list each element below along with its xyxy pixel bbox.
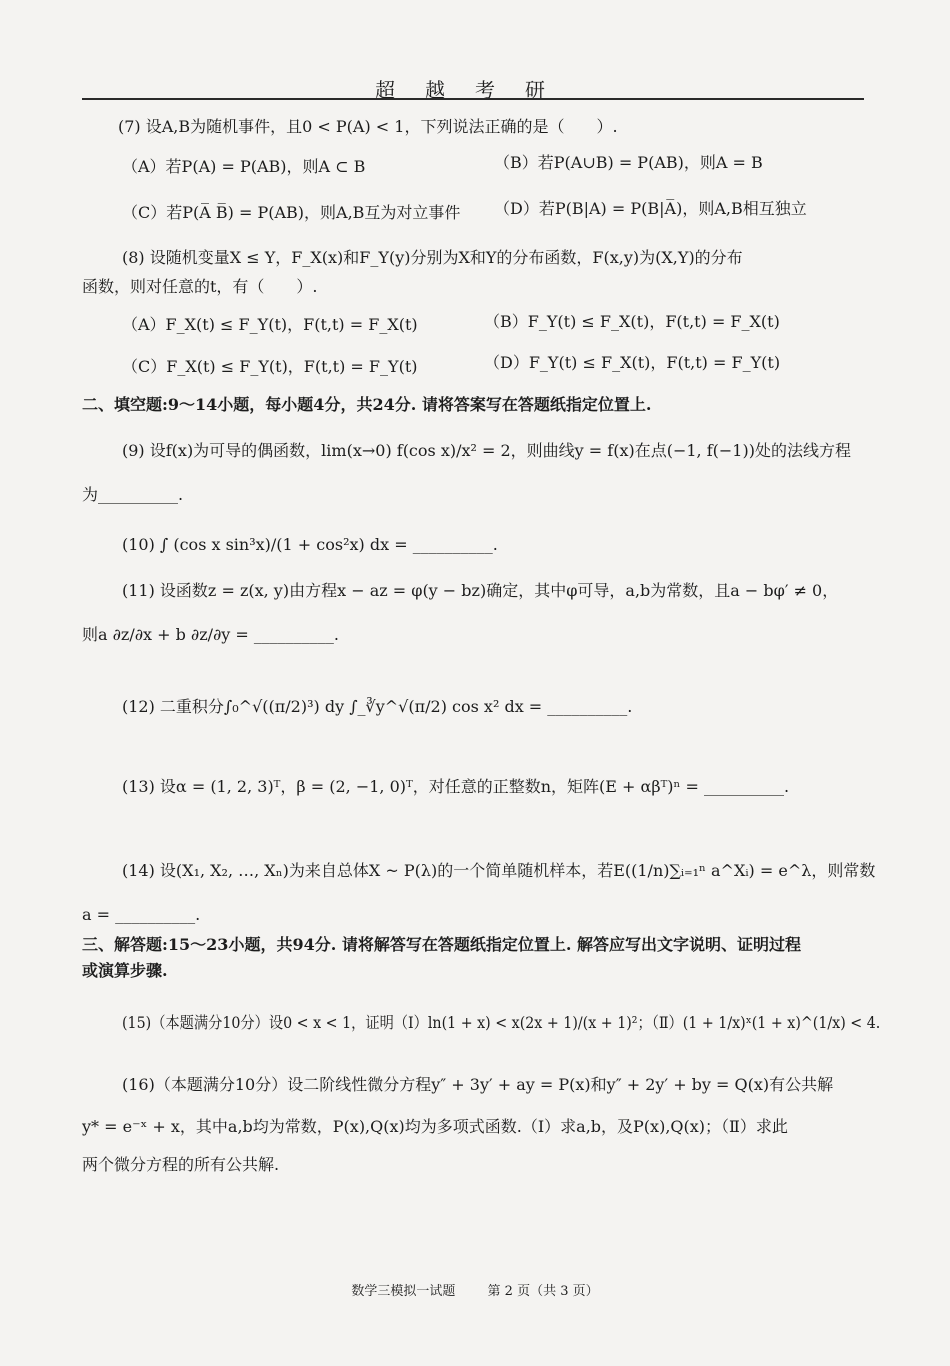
page-footer	[0, 1280, 950, 1299]
question-8-option-b: （B）F_Y(t) ≤ F_X(t)，F(t,t) = F_X(t)	[484, 312, 780, 331]
question-11-line2: 则a ∂z/∂x + b ∂z/∂y = __________.	[82, 625, 339, 644]
footer-subject: 数学三模拟一试题	[351, 1284, 456, 1299]
question-8-option-d: （D）F_Y(t) ≤ F_X(t)，F(t,t) = F_Y(t)	[484, 353, 781, 372]
question-13: (13) 设α = (1, 2, 3)ᵀ，β = (2, −1, 0)ᵀ，对任意的正整数n，矩阵(E + αβᵀ)ⁿ = __________.	[122, 777, 790, 796]
question-9-line1: (9) 设f(x)为可导的偶函数，lim(x→0) f(cos x)/x² = 2，则曲线y = f(x)在点(−1, f(−1))处的法线方程	[122, 441, 851, 460]
question-16-line1: (16)（本题满分10分）设二阶线性微分方程y″ + 3y′ + ay = P(x)和y″ + 2y′ + by = Q(x)有公共解	[122, 1075, 834, 1094]
question-12: (12) 二重积分∫₀^√((π/2)³) dy ∫_∛y^√(π/2) cos x² dx = __________.	[122, 697, 633, 716]
header-divider	[82, 98, 864, 100]
question-14-line2: a = __________.	[82, 905, 201, 924]
question-7-option-a: （A）若P(A) = P(AB)，则A ⊂ B	[122, 157, 366, 176]
page-header-title: 超越考研	[375, 78, 575, 102]
question-7-stem: (7) 设A,B为随机事件，且0 < P(A) < 1，下列说法正确的是（ ）.	[118, 117, 618, 136]
question-8-option-c: （C）F_X(t) ≤ F_Y(t)，F(t,t) = F_Y(t)	[122, 357, 418, 376]
question-10: (10) ∫ (cos x sin³x)/(1 + cos²x) dx = __________.	[122, 535, 498, 554]
question-8-stem-line1: (8) 设随机变量X ≤ Y，F_X(x)和F_Y(y)分别为X和Y的分布函数，F(x,y)为(X,Y)的分布	[122, 248, 743, 267]
question-7-option-d: （D）若P(B|A) = P(B|A̅)，则A,B相互独立	[494, 199, 807, 218]
question-11-line1: (11) 设函数z = z(x, y)由方程x − az = φ(y − bz)确定，其中φ可导，a,b为常数，且a − bφ′ ≠ 0，	[122, 581, 839, 600]
question-7-option-c: （C）若P(A̅ B̅) = P(AB)，则A,B互为对立事件	[122, 203, 461, 222]
section-2-heading: 二、填空题:9～14小题，每小题4分，共24分. 请将答案写在答题纸指定位置上.	[82, 395, 652, 414]
question-7-option-b: （B）若P(A∪B) = P(AB)，则A = B	[494, 153, 763, 172]
section-3-heading-line2: 或演算步骤.	[82, 961, 168, 980]
question-8-stem-line2: 函数，则对任意的t，有（ ）.	[82, 277, 318, 296]
question-8-option-a: （A）F_X(t) ≤ F_Y(t)，F(t,t) = F_X(t)	[122, 315, 418, 334]
section-3-heading-line1: 三、解答题:15～23小题，共94分. 请将解答写在答题纸指定位置上. 解答应写出文字说明、证明过程	[82, 935, 801, 954]
question-9-line2: 为__________.	[82, 485, 184, 504]
question-14-line1: (14) 设(X₁, X₂, …, Xₙ)为来自总体X ~ P(λ)的一个简单随机样本，若E((1/n)∑ᵢ₌₁ⁿ a^Xᵢ) = e^λ，则常数	[122, 861, 876, 880]
question-16-line2: y* = e⁻ˣ + x，其中a,b均为常数，P(x),Q(x)均为多项式函数.（Ⅰ）求a,b，及P(x),Q(x)；（Ⅱ）求此	[82, 1117, 788, 1136]
question-16-line3: 两个微分方程的所有公共解.	[82, 1155, 280, 1174]
footer-page-number: 第 2 页（共 3 页）	[487, 1284, 599, 1299]
question-15: (15)（本题满分10分）设0 < x < 1，证明（Ⅰ）ln(1 + x) < x(2x + 1)/(x + 1)²；（Ⅱ）(1 + 1/x)ˣ(1 + x)^(1/x) < 4.	[122, 1013, 881, 1032]
